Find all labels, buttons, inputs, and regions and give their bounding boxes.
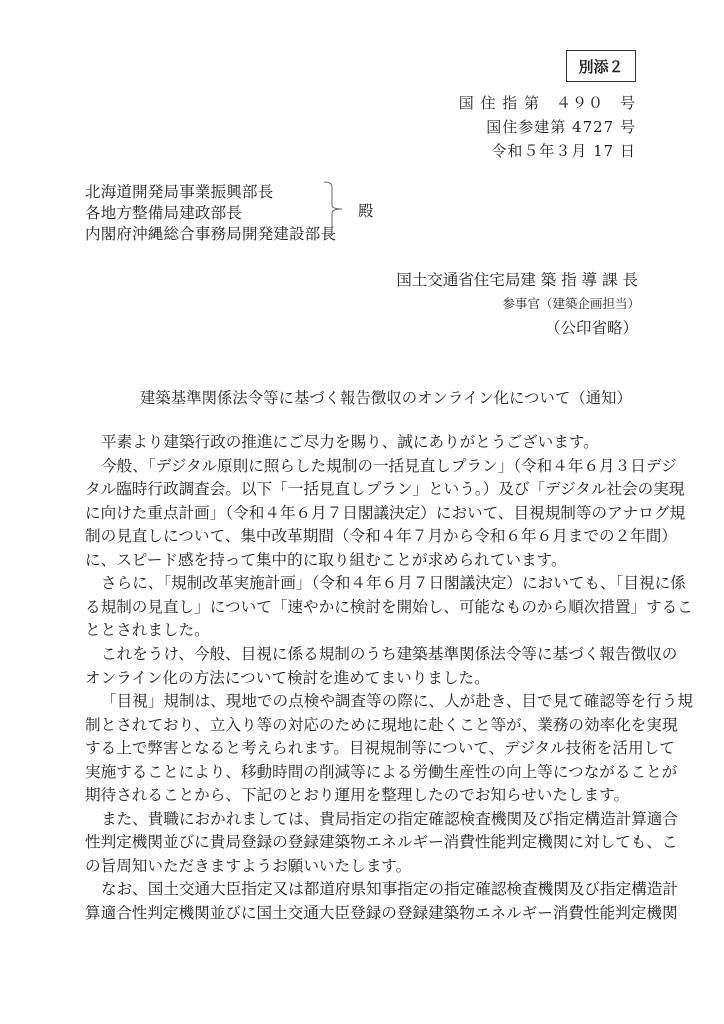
body-text-line: 平素より建築行政の推進にご尽力を賜り、誠にありがとうございます。 [101, 433, 599, 451]
seal-omitted-note: （公印省略） [544, 319, 638, 337]
sender-name: 国土交通省住宅局建 築 指 導 課 長 [396, 271, 638, 289]
body-text-line: 算適合性判定機関並びに国土交通大臣登録の登録建築物エネルギー消費性能判定機関 [85, 904, 678, 922]
body-text-line: 性判定機関並びに貴局登録の登録建築物エネルギー消費性能判定機関に対しても、こ [85, 833, 678, 852]
body-text-line: 実施することにより、移動時間の削減等による労働生産性の向上等につながることが [85, 762, 678, 781]
body-text-line: の旨周知いただきますようお願いいたします。 [85, 856, 412, 875]
body-text-line: なお、国土交通大臣指定又は都道府県知事指定の指定確認検査機関及び指定構造計 [101, 880, 678, 899]
addressee-1: 北海道開発局事業振興部長 [85, 183, 274, 201]
document-date: 令和５年３月 17 日 [491, 142, 636, 160]
body-text-line: タル臨時行政調査会。以下「一括見直しプラン」という。）及び「デジタル社会の実現 [85, 480, 685, 499]
brace-icon [322, 181, 344, 237]
body-text-line: さらに、「規制改革実施計画」（令和４年６月７日閣議決定）においても、「目視に係 [101, 574, 686, 593]
reference-number-1: 国 住 指 第 ４９０ 号 [458, 94, 636, 112]
body-text-line: する上で弊害となると考えられます。目視規制等について、デジタル技術を活用して [85, 739, 675, 758]
body-text-line: ととされました。 [85, 621, 210, 640]
addressee-2: 各地方整備局建政部長 [85, 204, 243, 222]
body-text-line: これをうけ、今般、目視に係る規制のうち建築基準関係法令等に基づく報告徴収の [101, 644, 678, 663]
body-text-line: に向けた重点計画」（令和４年６月７日閣議決定）において、目視規制等のアナログ規 [85, 503, 686, 522]
reference-number-2: 国住参建第 4727 号 [486, 118, 636, 136]
body-text-line: オンライン化の方法について検討を進めてまいりました。 [85, 668, 490, 687]
body-text-line: に、スピード感を持って集中的に取り組むことが求められています。 [85, 550, 567, 569]
body-text-line: 制の見直しについて、集中改革期間（令和４年７月から令和６年６月までの２年間） [85, 527, 677, 546]
body-text-line: 期待されることから、下記のとおり運用を整理したのでお知らせいたします。 [85, 786, 630, 805]
addressee-3: 内閣府沖縄総合事務局開発建設部長 [85, 225, 337, 243]
body-text-line: 今般、「デジタル原則に照らした規制の一括見直しプラン」（令和４年６月３日デジ [101, 456, 677, 475]
sender-sub-title: 参事官（建築企画担当） [502, 296, 640, 311]
honorific: 殿 [358, 202, 374, 220]
attachment-label: 別添２ [566, 50, 636, 82]
body-text-line: 制とされており、立入り等の対応のために現地に赴くこと等が、業務の効率化を実現 [85, 715, 678, 734]
body-text-line: る規制の見直し」について「速やかに検討を開始し、可能なものから順次措置」するこ [85, 597, 693, 616]
body-text-line: また、貴職におかれましては、貴局指定の指定確認検査機関及び指定構造計算適合 [101, 809, 678, 828]
body-text-line: 「目視」規制は、現地での点検や調査等の際に、人が赴き、目で見て確認等を行う規 [101, 692, 693, 711]
document-title: 建築基準関係法令等に基づく報告徴収のオンライン化について（通知） [140, 389, 632, 407]
